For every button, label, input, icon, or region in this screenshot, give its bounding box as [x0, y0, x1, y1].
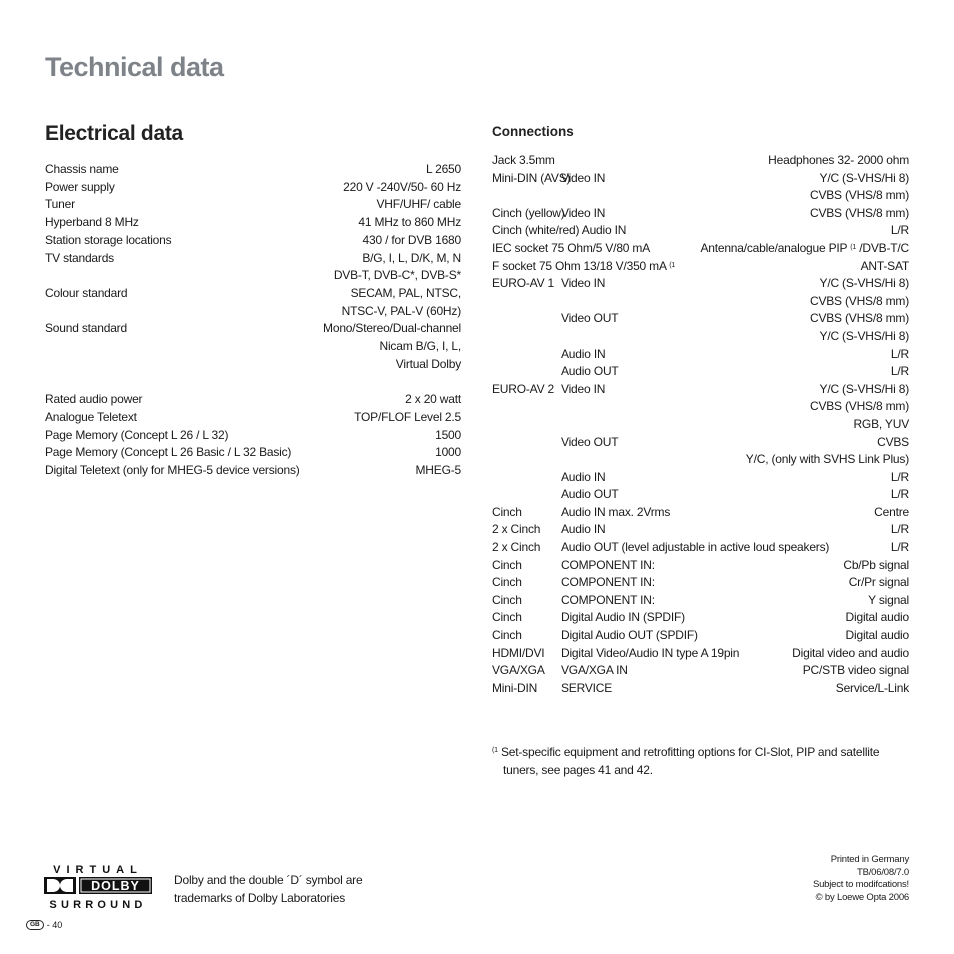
- connection-row: [492, 258, 909, 276]
- connection-signal: [868, 592, 909, 610]
- connection-row: [492, 328, 909, 346]
- connection-signal-text: Y signal: [868, 592, 909, 607]
- connection-row: [492, 539, 909, 557]
- connection-row: [492, 187, 909, 205]
- spec-row: [45, 356, 461, 374]
- print-info-line: © by Loewe Opta 2006: [815, 891, 909, 903]
- connection-socket: [492, 205, 565, 223]
- connection-socket: [492, 574, 522, 592]
- connection-row: [492, 434, 909, 452]
- connection-signal: [891, 539, 909, 557]
- electrical-data-heading: Electrical data: [45, 122, 183, 145]
- connection-signal: [846, 627, 909, 645]
- connection-socket: [492, 504, 522, 522]
- connection-function: VGA/XGA IN: [561, 663, 628, 678]
- row-spacer: [45, 373, 461, 391]
- connection-signal-text: L/R: [890, 346, 909, 361]
- footnote-ref: (1: [669, 261, 676, 269]
- connection-function: COMPONENT IN:: [561, 592, 655, 607]
- spec-label: Hyperband 8 MHz: [45, 215, 139, 230]
- print-info-line: TB/06/08/7.0: [857, 866, 909, 878]
- spec-label: Rated audio power: [45, 392, 143, 407]
- connection-function: Video OUT: [561, 311, 619, 326]
- connection-socket-text: Cinch: [492, 610, 522, 625]
- connection-signal-text: L/R: [890, 223, 909, 238]
- connection-socket-text: EURO-AV 2: [492, 381, 554, 396]
- connection-signal-text: L/R: [890, 364, 909, 379]
- connection-signal: [853, 416, 909, 434]
- connection-socket-text: Cinch (yellow): [492, 205, 565, 220]
- spec-label: Colour standard: [45, 285, 128, 300]
- connection-row: [492, 346, 909, 364]
- connection-function: Audio IN: [561, 469, 606, 484]
- connection-row: [492, 152, 909, 170]
- connection-socket-text: HDMI/DVI: [492, 645, 545, 660]
- connection-socket: [492, 539, 540, 557]
- spec-label: Digital Teletext (only for MHEG-5 device versions): [45, 462, 300, 477]
- connection-signal: [746, 451, 909, 469]
- spec-value: Nicam B/G, I, L,: [379, 339, 461, 354]
- connection-signal-text: CVBS: [877, 434, 909, 449]
- spec-row: [45, 320, 461, 338]
- connection-row: [492, 521, 909, 539]
- connection-row: [492, 275, 909, 293]
- connection-signal-text: Cr/Pr signal: [848, 575, 909, 590]
- connection-socket: [492, 557, 522, 575]
- spec-value: Mono/Stereo/Dual-channel: [323, 321, 461, 336]
- connection-row: [492, 574, 909, 592]
- spec-row: [45, 250, 461, 268]
- connection-signal: [820, 381, 909, 399]
- connection-socket: [492, 609, 522, 627]
- spec-value: 2 x 20 watt: [405, 392, 461, 407]
- connection-signal: [792, 645, 909, 663]
- electrical-data-table: [45, 161, 461, 480]
- connection-signal: [700, 240, 909, 258]
- connection-signal: [820, 328, 909, 346]
- connection-row: [492, 363, 909, 381]
- connection-socket-text: Cinch: [492, 504, 522, 519]
- spec-value: L 2650: [425, 162, 461, 176]
- connection-function: Video IN: [561, 381, 606, 396]
- connection-signal-text: Centre: [874, 504, 909, 519]
- connection-signal: [891, 222, 909, 240]
- spec-row: [45, 179, 461, 197]
- connections-table: [492, 152, 909, 697]
- connection-signal: [877, 434, 909, 452]
- spec-label: Page Memory (Concept L 26 / L 32): [45, 427, 229, 442]
- connection-row: [492, 398, 909, 416]
- connection-function: Audio OUT (level adjustable in active loud speakers): [561, 540, 830, 555]
- footnote-marker: (1: [492, 747, 498, 754]
- spec-value: SECAM, PAL, NTSC,: [350, 285, 461, 300]
- connection-socket-text: Jack 3.5mm: [492, 153, 555, 167]
- footnote: [492, 743, 909, 779]
- connection-function: Digital Audio OUT (SPDIF): [561, 628, 698, 643]
- spec-row: [45, 391, 461, 409]
- connection-signal-text: CVBS (VHS/8 mm): [809, 399, 909, 414]
- connection-row: [492, 451, 909, 469]
- connection-row: [492, 504, 909, 522]
- connection-signal: [891, 363, 909, 381]
- connection-signal-text: Y/C (S-VHS/Hi 8): [819, 381, 909, 396]
- footnote-ref: (1: [850, 243, 857, 251]
- connection-signal-text: /DVB-T/C: [856, 240, 909, 255]
- logo-virtual-text: VIRTUAL: [53, 864, 143, 876]
- connection-socket-text: VGA/XGA: [492, 663, 545, 678]
- dolby-trademark-note: [174, 871, 362, 907]
- connection-row: [492, 592, 909, 610]
- connection-function: Audio IN: [561, 346, 606, 361]
- connection-signal: [768, 152, 909, 170]
- spec-row: [45, 462, 461, 480]
- connection-signal-text: Cb/Pb signal: [843, 557, 909, 572]
- spec-row: [45, 196, 461, 214]
- connection-socket-text: Mini-DIN (AVS): [492, 170, 571, 185]
- connection-signal: [810, 310, 909, 328]
- connection-signal: [820, 275, 909, 293]
- connection-row: [492, 645, 909, 663]
- connection-socket-text: Cinch (white/red) Audio IN: [492, 223, 627, 238]
- spec-row: [45, 427, 461, 445]
- connection-socket: [492, 275, 554, 293]
- spec-row: [45, 444, 461, 462]
- connection-signal: [891, 469, 909, 487]
- logo-dolby-text: DOLBY: [91, 879, 140, 893]
- footnote-line-2: tuners, see pages 41 and 42.: [503, 763, 653, 777]
- spec-row: [45, 267, 461, 285]
- connection-socket-text: 2 x Cinch: [492, 540, 541, 555]
- connection-function: Audio IN max. 2Vrms: [561, 504, 671, 519]
- connection-signal-text: Service/L-Link: [835, 680, 909, 695]
- connection-socket: [492, 152, 555, 170]
- spec-value: MHEG-5: [415, 462, 461, 477]
- connection-socket: [492, 170, 570, 188]
- dolby-virtual-surround-logo: [44, 862, 152, 909]
- spec-value: 41 MHz to 860 MHz: [358, 215, 461, 230]
- connection-signal-text: Digital video and audio: [792, 645, 909, 660]
- connection-signal: [810, 398, 909, 416]
- connection-signal-text: CVBS (VHS/8 mm): [809, 311, 909, 326]
- connection-signal-text: Y/C, (only with SVHS Link Plus): [745, 452, 909, 467]
- spec-label: Power supply: [45, 179, 115, 194]
- connection-row: [492, 416, 909, 434]
- connection-function: COMPONENT IN:: [561, 557, 655, 572]
- connection-signal-text: CVBS (VHS/8 mm): [809, 188, 909, 203]
- connection-socket: [492, 258, 675, 276]
- spec-row: [45, 232, 461, 250]
- connection-row: [492, 486, 909, 504]
- connection-signal-text: L/R: [890, 522, 909, 537]
- spec-row: [45, 285, 461, 303]
- connection-row: [492, 293, 909, 311]
- spec-value: 1500: [435, 427, 461, 442]
- connection-function: SERVICE: [561, 680, 613, 695]
- spec-label: Tuner: [45, 197, 75, 212]
- connection-socket-text: F socket 75 Ohm 13/18 V/350 mA: [492, 258, 667, 273]
- connection-socket: [492, 680, 537, 698]
- connection-function: Audio OUT: [561, 487, 619, 502]
- connection-function: Video IN: [561, 276, 606, 291]
- connection-row: [492, 609, 909, 627]
- dolby-note-line-2: trademarks of Dolby Laboratories: [174, 891, 346, 905]
- connection-signal-text: Y/C (S-VHS/Hi 8): [819, 328, 909, 343]
- connection-signal-text: L/R: [890, 540, 909, 555]
- connection-socket: [492, 627, 522, 645]
- connection-function: Audio OUT: [561, 364, 619, 379]
- connection-row: [492, 469, 909, 487]
- connection-signal-text: Digital audio: [845, 628, 909, 643]
- connection-socket: [492, 381, 554, 399]
- connection-row: [492, 381, 909, 399]
- connection-socket: [492, 240, 650, 258]
- spec-row: [45, 303, 461, 321]
- spec-value: Virtual Dolby: [395, 356, 461, 371]
- page-title: Technical data: [45, 52, 224, 82]
- connection-socket-text: IEC socket 75 Ohm/5 V/80 mA: [492, 240, 651, 255]
- dolby-note-line-1: Dolby and the double ´D´ symbol are: [174, 873, 363, 887]
- connection-row: [492, 627, 909, 645]
- connection-signal: [861, 258, 909, 276]
- connection-socket-text: Cinch: [492, 628, 522, 643]
- connection-signal: [820, 170, 909, 188]
- connection-socket: [492, 592, 522, 610]
- spec-label: Page Memory (Concept L 26 Basic / L 32 Basic): [45, 445, 292, 460]
- connection-signal-text: ANT-SAT: [860, 258, 909, 273]
- connection-signal: [836, 680, 909, 698]
- connection-signal-text: Digital audio: [845, 610, 909, 625]
- connection-signal-text: L/R: [890, 487, 909, 502]
- connection-signal: [810, 293, 909, 311]
- connection-signal: [874, 504, 909, 522]
- spec-label: Chassis name: [45, 162, 119, 176]
- connection-row: [492, 170, 909, 188]
- spec-row: [45, 409, 461, 427]
- footnote-line-1: Set-specific equipment and retrofitting options for CI-Slot, PIP and satellite: [500, 745, 880, 759]
- spec-row: [45, 338, 461, 356]
- spec-label: TV standards: [45, 250, 114, 265]
- connection-function: Video IN: [561, 170, 606, 185]
- connection-row: [492, 557, 909, 575]
- connection-signal: [891, 486, 909, 504]
- connection-function: Digital Audio IN (SPDIF): [561, 610, 685, 625]
- connection-function: Video OUT: [561, 434, 619, 449]
- connection-signal: [810, 187, 909, 205]
- connection-socket-text: Cinch: [492, 592, 522, 607]
- spec-value: VHF/UHF/ cable: [376, 197, 461, 212]
- spec-value: B/G, I, L, D/K, M, N: [362, 250, 461, 265]
- spec-label: Analogue Teletext: [45, 409, 137, 424]
- connection-socket-text: Cinch: [492, 557, 522, 572]
- connection-socket-text: Cinch: [492, 575, 522, 590]
- page-footer: [26, 920, 62, 930]
- connection-signal: [846, 609, 909, 627]
- connections-heading: Connections: [492, 124, 574, 139]
- connection-row: [492, 240, 909, 258]
- connection-socket-text: Mini-DIN: [492, 680, 538, 695]
- spec-value: TOP/FLOF Level 2.5: [354, 409, 461, 424]
- connection-function: Audio IN: [561, 522, 606, 537]
- connection-socket: [492, 521, 540, 539]
- connection-socket: [492, 645, 544, 663]
- connection-signal: [849, 574, 909, 592]
- spec-row: [45, 161, 461, 179]
- connection-signal-text: L/R: [890, 469, 909, 484]
- spec-label: Station storage locations: [45, 232, 172, 247]
- spec-value: NTSC-V, PAL-V (60Hz): [341, 303, 461, 318]
- connection-signal-text: PC/STB video signal: [802, 663, 909, 678]
- connection-socket: [492, 662, 545, 680]
- spec-value: DVB-T, DVB-C*, DVB-S*: [333, 268, 461, 283]
- gb-language-badge: GB: [26, 920, 44, 930]
- connection-signal-text: CVBS (VHS/8 mm): [809, 293, 909, 308]
- connection-signal: [891, 346, 909, 364]
- connection-signal: [803, 662, 909, 680]
- connection-row: [492, 205, 909, 223]
- spec-row: [45, 214, 461, 232]
- connection-row: [492, 222, 909, 240]
- connection-socket-text: 2 x Cinch: [492, 522, 541, 537]
- spec-label: Sound standard: [45, 321, 127, 336]
- connection-signal: [843, 557, 909, 575]
- print-info-line: Subject to modifcations!: [812, 879, 909, 890]
- connection-socket-text: EURO-AV 1: [492, 276, 554, 291]
- connection-signal-text: Y/C (S-VHS/Hi 8): [819, 276, 909, 291]
- spec-value: 220 V -240V/50- 60 Hz: [343, 179, 461, 194]
- connection-signal-text: Headphones 32- 2000 ohm: [768, 153, 909, 167]
- connection-function: COMPONENT IN:: [561, 575, 655, 590]
- print-info-line: Printed in Germany: [830, 854, 909, 865]
- connection-socket: [492, 222, 626, 240]
- connection-signal: [810, 205, 909, 223]
- connection-signal-text: Y/C (S-VHS/Hi 8): [819, 170, 909, 185]
- connection-signal-text: CVBS (VHS/8 mm): [809, 205, 909, 220]
- logo-surround-text: SURROUND: [49, 899, 147, 909]
- connection-signal-text: Antenna/cable/analogue PIP: [700, 240, 848, 255]
- connection-signal-text: RGB, YUV: [853, 416, 909, 431]
- connection-signal: [891, 521, 909, 539]
- connection-row: [492, 662, 909, 680]
- spec-value: 1000: [435, 445, 461, 460]
- connection-row: [492, 310, 909, 328]
- print-info: [813, 854, 909, 904]
- spec-value: 430 / for DVB 1680: [362, 232, 461, 247]
- connection-function: Video IN: [561, 205, 606, 220]
- connection-row: [492, 680, 909, 698]
- connection-function: Digital Video/Audio IN type A 19pin: [561, 645, 740, 660]
- page-number: - 40: [46, 920, 63, 930]
